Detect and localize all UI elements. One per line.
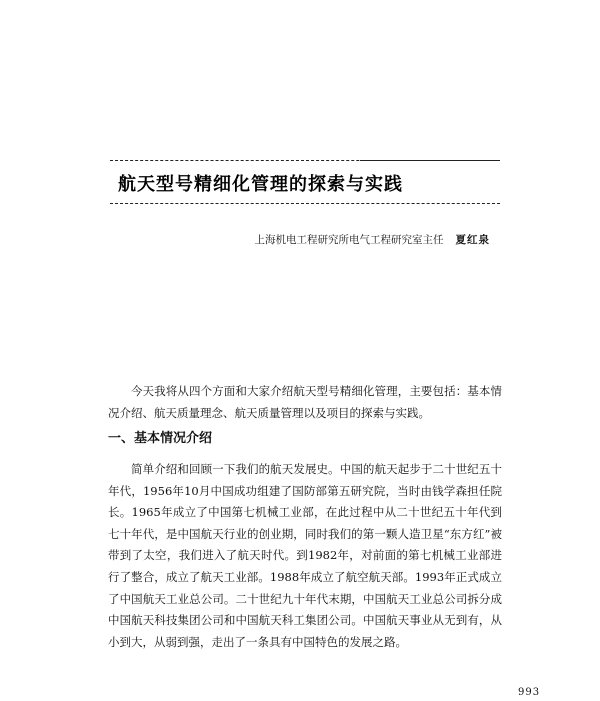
- author-byline: [255, 232, 491, 247]
- article-title: 航天型号精细化管理的探索与实践: [118, 174, 403, 195]
- intro-paragraph: 今天我将从四个方面和大家介绍航天型号精细化管理，主要包括：基本情况介绍、航天质量理念、航天质量管理以及项目的探索与实践。: [108, 384, 502, 420]
- title-top-rule: [110, 160, 500, 161]
- page-number: 993: [518, 687, 541, 698]
- author-affiliation: 上海机电工程研究所电气工程研究室主任: [254, 234, 444, 246]
- author-name: 夏红泉: [455, 234, 490, 246]
- section-heading: 一、基本情况介绍: [108, 431, 213, 446]
- title-bottom-rule: [110, 203, 500, 204]
- section-body-paragraph: 简单介绍和回顾一下我们的航天发展史。中国的航天起步于二十世纪五十年代，1956年10月中国成功组建了国防部第五研究院，当时由钱学森担任院长。1965年成立了中国第七机械工业部，在此过程中从二十世纪五十年代到七十年代，是中国航天行业的创业期，同时我们的第一颗人造卫星“东方红”被带到了太空，我们进入了航天时代。到1982年，对前面的第七机械工业部进行了整合，成立了航天工业部。1988年成立了航空航天部。1993年正式成立了中国航天工业总公司。二十世纪九十年代末期，中国航天工业总公司拆分成中国航天科技集团公司和中国航天科工集团公司。中国航天事业从无到有，从小到大，从弱到强，走出了一条具有中国特色的发展之路。: [108, 462, 502, 649]
